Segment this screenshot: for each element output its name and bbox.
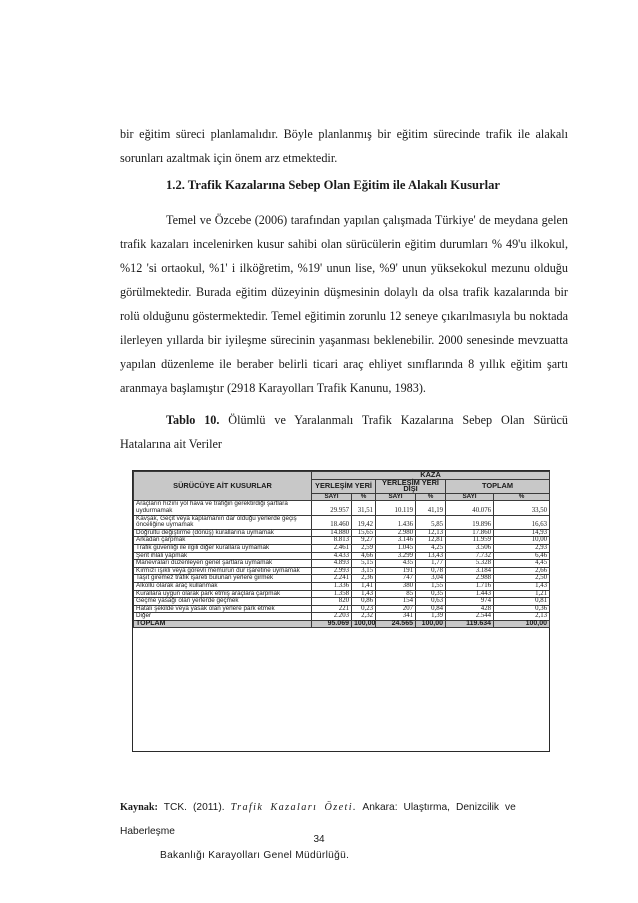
table-cell: 747 [376,575,416,583]
table-row [134,544,550,552]
table-cell: 0,63 [416,598,446,606]
kaza-header: KAZA [312,472,550,480]
sub-header: SAYI [312,493,352,501]
table-cell: 7.732 [446,552,494,560]
row-label: Kavşak, Geçit veya kaplamanın dar olduğu yerlerde geçiş önceliğine uymamak [134,515,312,529]
row-label: Manevraları düzenleyen genel şartlara uymamak [134,560,312,568]
row-label: Şerit ihlali yapmak [134,552,312,560]
table-cell: 1.358 [312,590,352,598]
table-cell: 95.069 [312,620,352,628]
table-cell: 2.544 [446,613,494,621]
table-cell: 16,63 [494,515,550,529]
table-cell: 1.336 [312,582,352,590]
table-row [134,515,550,529]
table-cell: 1.443 [446,590,494,598]
sub-header: % [494,493,550,501]
table-cell: 18.460 [312,515,352,529]
table-cell: 341 [376,613,416,621]
table-cell: 100,00 [352,620,376,628]
accident-table [133,471,550,628]
table-caption-text: Ölümlü ve Yaralanmalı Trafik Kazalarına Sebep Olan Sürücü Hatalarına ait Veriler [120,413,568,451]
table-cell: 0,23 [352,605,376,613]
table-row [134,582,550,590]
table-cell: 3.299 [376,552,416,560]
row-label: Araçların hızını yol hava ve trafiğin gerektirdiği şartlara uydurmamak [134,501,312,515]
row-label: Hatalı şekilde veya yasak olan yerlere park etmek [134,605,312,613]
table-cell: 221 [312,605,352,613]
table-cell: 9,27 [352,537,376,545]
row-label: Geçme yasağı olan yerlerde geçmek [134,598,312,606]
table-cell: 5,85 [416,515,446,529]
table-cell: 2,59 [352,544,376,552]
table-cell: 19.896 [446,515,494,529]
table-cell: 100,00 [494,620,550,628]
source-org: TCK. (2011). [163,802,225,813]
table-cell: 4,66 [352,552,376,560]
table-cell: 8.813 [312,537,352,545]
table-cell: 14,93 [494,529,550,537]
table-cell: 191 [376,567,416,575]
table-cell: 207 [376,605,416,613]
table-cell: 14.880 [312,529,352,537]
table-cell: 5.328 [446,560,494,568]
table-cell: 3,04 [416,575,446,583]
table-cell: 2.988 [446,575,494,583]
table-cell: 2.993 [312,567,352,575]
table-cell: 2.203 [312,613,352,621]
table-cell: 4.433 [312,552,352,560]
table-cell: 0,81 [494,598,550,606]
table-cell: 31,51 [352,501,376,515]
source-label: Kaynak: [120,802,158,813]
table-cell: 2,32 [352,613,376,621]
table-cell: 4,45 [494,560,550,568]
row-label: Kurallara uygun olarak park etmiş araçlara çarpmak [134,590,312,598]
table-source [120,796,568,868]
row-label: Arkadan çarpmak [134,537,312,545]
sub-header: SAYI [446,493,494,501]
group-header: TOPLAM [446,479,550,493]
sub-header: % [352,493,376,501]
table-total-row [134,620,550,628]
table-cell: 85 [376,590,416,598]
table-cell: 3.184 [446,567,494,575]
row-header: SÜRÜCÜYE AİT KUSURLAR [134,472,312,501]
table-cell: 1.436 [376,515,416,529]
table-cell: 33,50 [494,501,550,515]
sub-header: % [416,493,446,501]
table-cell: 12,13 [416,529,446,537]
table-cell: 24.565 [376,620,416,628]
table-cell: 428 [446,605,494,613]
table-cell: 12,81 [416,537,446,545]
row-label: Doğrultu değiştirme (dönüş) kurallarına uymamak [134,529,312,537]
table-cell: 2.980 [376,529,416,537]
table-cell: 4,25 [416,544,446,552]
group-header: YERLEŞİM YERİ DIŞI [376,479,446,493]
row-label: Taşıt giremez trafik işareti bulunan yerlere girmek [134,575,312,583]
group-header: YERLEŞİM YERİ [312,479,376,493]
table-cell: 1.045 [376,544,416,552]
table-cell: 2.241 [312,575,352,583]
table-cell: 0,86 [352,598,376,606]
table-cell: 3.506 [446,544,494,552]
source-publisher-line2: Bakanlığı Karayolları Genel Müdürlüğü. [160,850,350,861]
row-label: TOPLAM [134,620,312,628]
table-cell: 2,93 [494,544,550,552]
table-cell: 2.461 [312,544,352,552]
source-title: Trafik Kazaları Özeti. [230,802,357,813]
paragraph-continuation: bir eğitim süreci planlamalıdır. Böyle planlanmış bir eğitim sürecinde trafik ile alakalı sorunları azaltmak için önem arz etmektedir. [120,127,568,165]
table-cell: 13,43 [416,552,446,560]
table-cell: 2,50 [494,575,550,583]
source-publisher: Ankara: Ulaştırma, Denizcilik ve Haberleşme [120,802,516,837]
row-label: Kırmızı ışıklı veya görevli memurun dur işaretine uymamak [134,567,312,575]
table-cell: 974 [446,598,494,606]
table-cell: 154 [376,598,416,606]
row-label: Diğer [134,613,312,621]
body-paragraph: Temel ve Özcebe (2006) tarafından yapılan çalışmada Türkiye' de meydana gelen trafik kazaları incelenirken kusur sahibi olan sürücülerin eğitim durumları % 49'u ilkokul, %12 'si ortaokul, %1' i ilköğretim, %19' unun lise, %9' unun yüksekokul mezunu olduğu görülmektedir. Burada eğitim düzeyinin düşmesinin dolaylı da olsa trafik kazalarında bir rolü olduğunu göstermektedir. Temel eğitimin zorunlu 12 seneye çıkarılmasıyla bu noktada ilerleyen yıllarda bir iyileşme sürecinin yaşanması beklenebilir. 2000 senesinde mevzuatta yapılan düzenleme ile beraber belirli ticari araç ehliyet sınıflarında 8 yıllık eğitim şartı aranmaya başlamıştır (2918 Karayolları Trafik Kanunu, 1983). [120,213,568,395]
section-heading: 1.2. Trafik Kazalarına Sebep Olan Eğitim ile Alakalı Kusurlar [166,178,500,192]
table-cell: 0,78 [416,567,446,575]
table-cell: 2,13 [494,613,550,621]
table-cell: 100,00 [416,620,446,628]
table-cell: 19,42 [352,515,376,529]
table-cell: 3.146 [376,537,416,545]
row-label: Trafik güvenliği ile ilgili diğer kurallara uymamak [134,544,312,552]
table-cell: 11.959 [446,537,494,545]
table-cell: 3,15 [352,567,376,575]
table-cell: 1,21 [494,590,550,598]
table-cell: 435 [376,560,416,568]
table-cell: 1,55 [416,582,446,590]
table-cell: 0,36 [494,605,550,613]
table-cell: 820 [312,598,352,606]
table-caption-label: Tablo 10. [166,413,220,427]
table-cell: 1.716 [446,582,494,590]
table-cell: 2,36 [352,575,376,583]
table-cell: 4.893 [312,560,352,568]
table-cell: 1,43 [352,590,376,598]
table-caption [120,408,568,456]
table-cell: 10,00 [494,537,550,545]
table-cell: 1,39 [416,613,446,621]
table-row [134,501,550,515]
sub-header: SAYI [376,493,416,501]
table-cell: 17.860 [446,529,494,537]
table-cell: 1,43 [494,582,550,590]
row-label: Alkollü olarak araç kullanmak [134,582,312,590]
table-cell: 0,84 [416,605,446,613]
table-cell: 5,15 [352,560,376,568]
table-cell: 1,41 [352,582,376,590]
accident-table-figure [132,470,550,752]
table-cell: 0,35 [416,590,446,598]
table-cell: 380 [376,582,416,590]
table-cell: 6,46 [494,552,550,560]
table-cell: 40.076 [446,501,494,515]
table-cell: 1,77 [416,560,446,568]
page-number: 34 [313,834,325,845]
table-cell: 2,66 [494,567,550,575]
table-cell: 29.957 [312,501,352,515]
table-cell: 41,19 [416,501,446,515]
table-cell: 15,65 [352,529,376,537]
table-cell: 119.634 [446,620,494,628]
table-cell: 10.119 [376,501,416,515]
